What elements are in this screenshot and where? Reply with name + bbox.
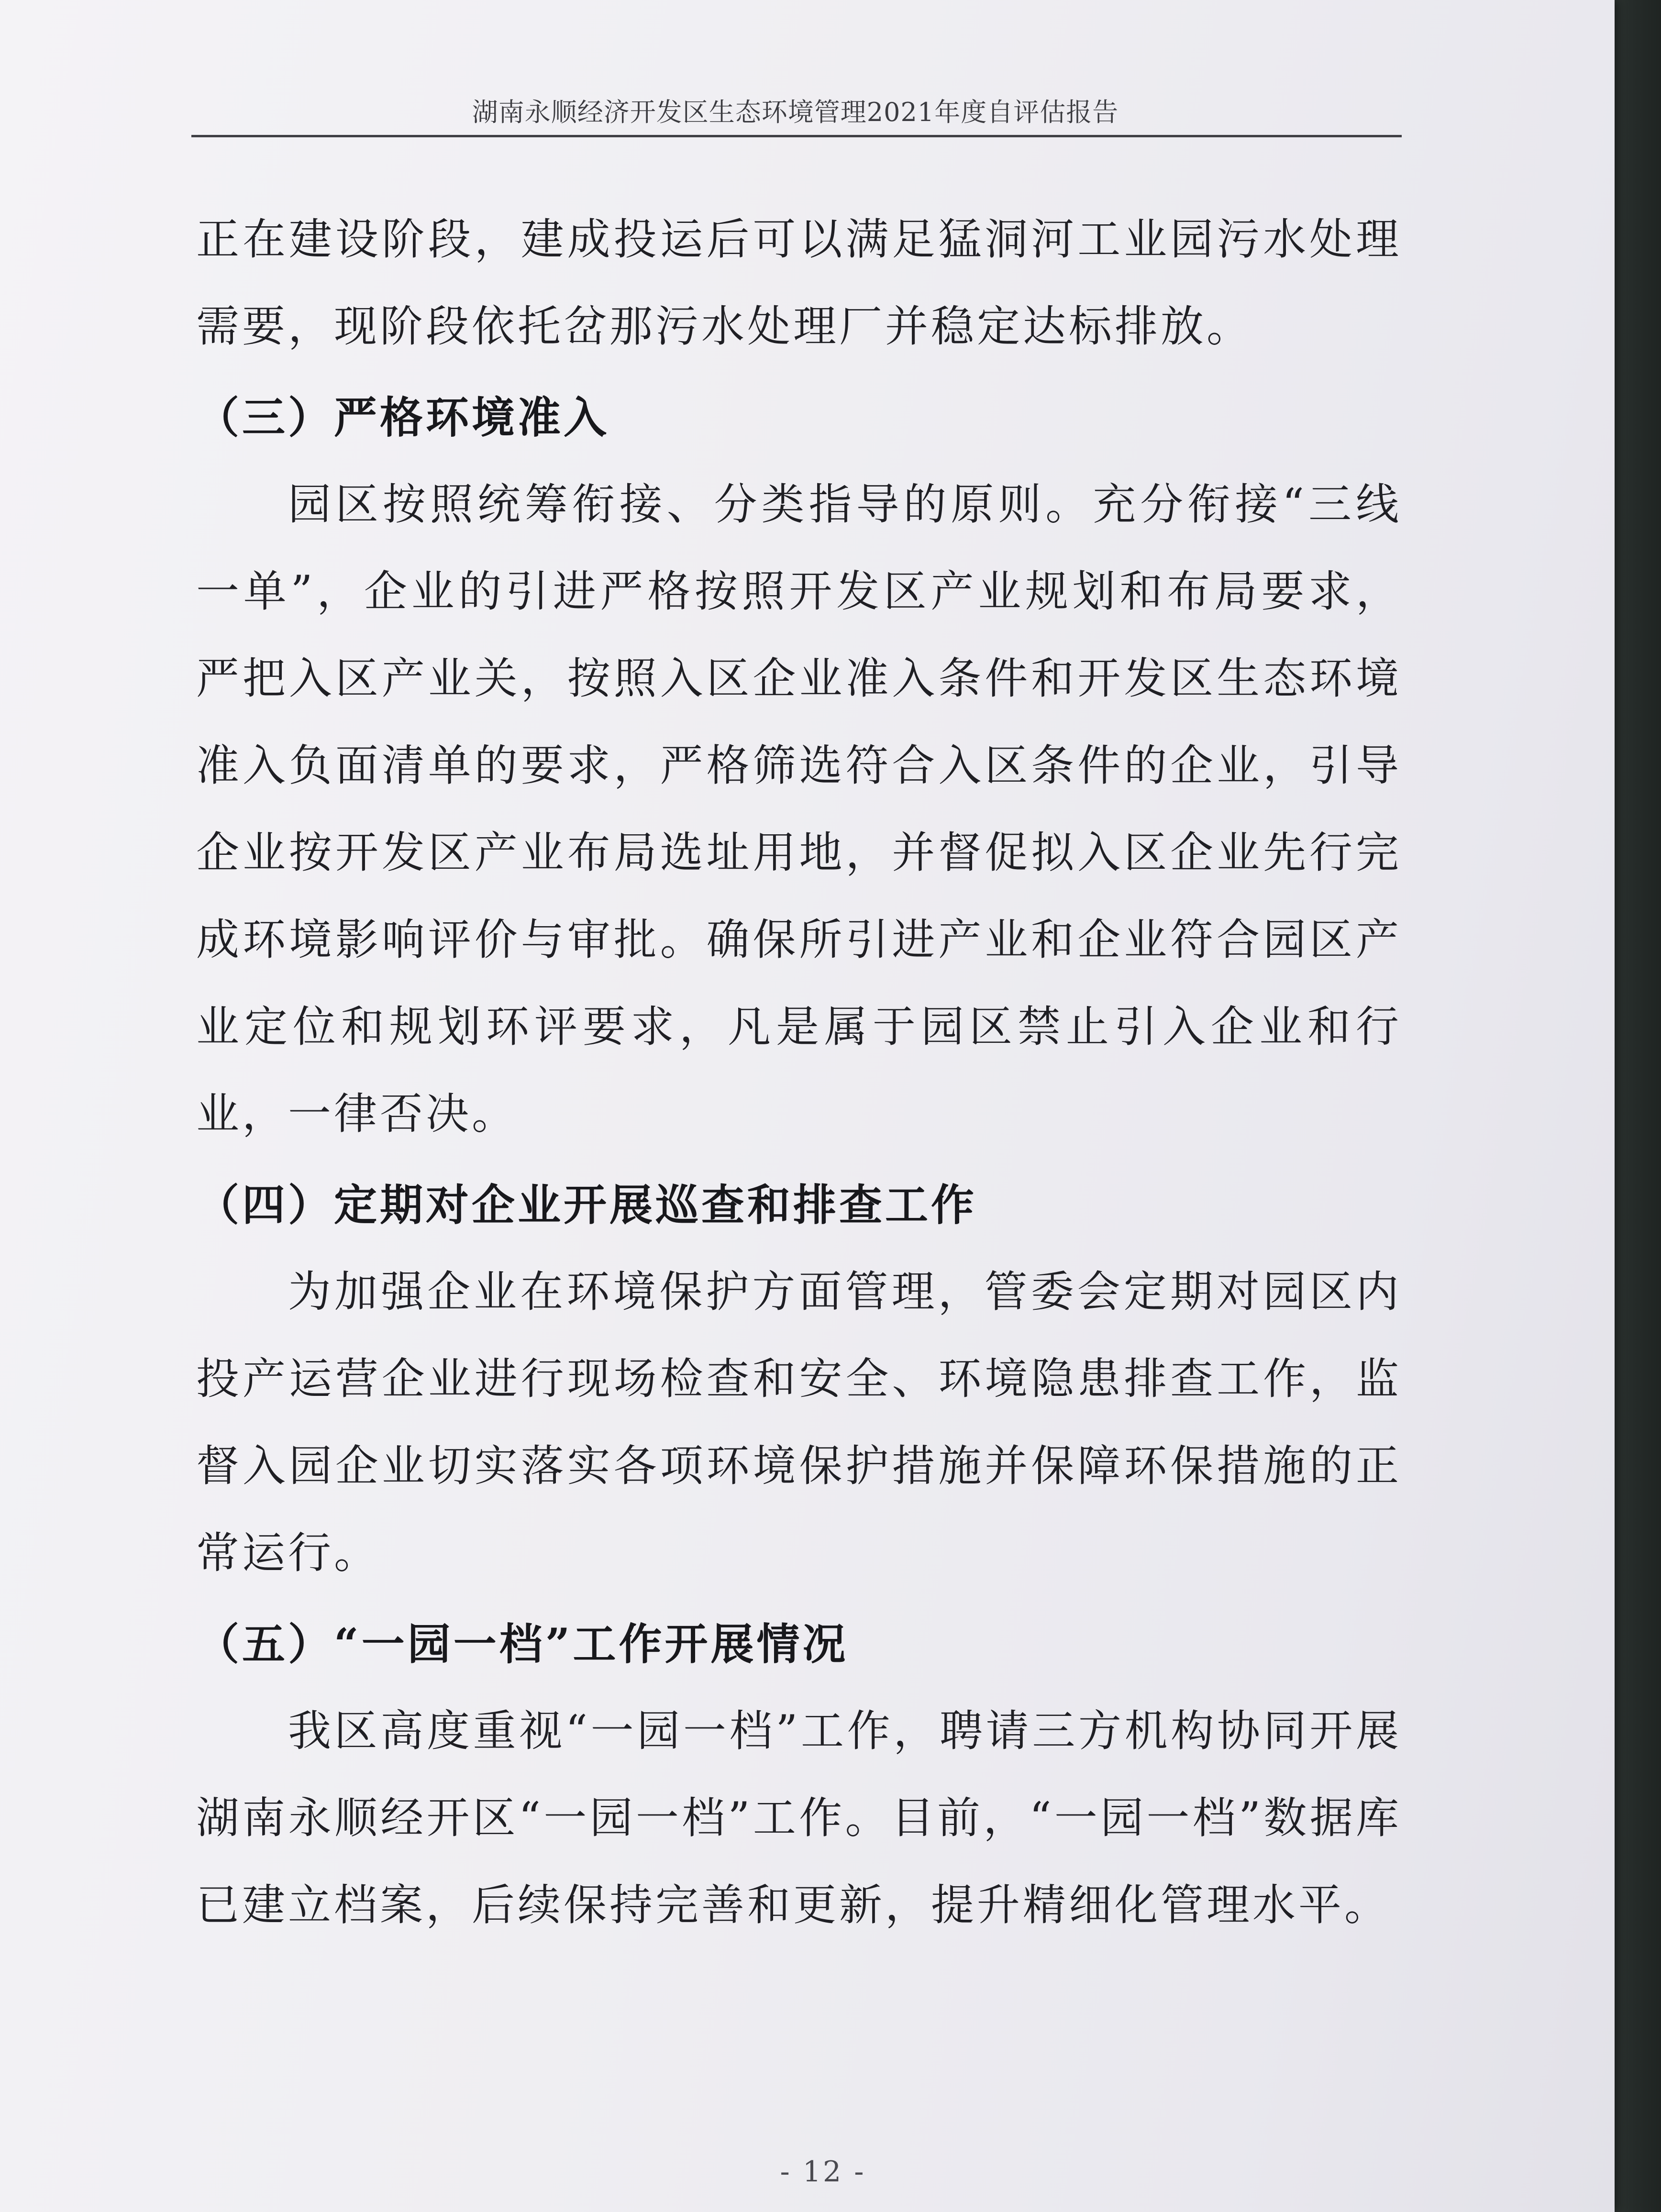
section-heading-5: （五）“一园一档”工作开展情况: [196, 1619, 849, 1670]
body-text: [196, 196, 1402, 1949]
paragraph-environment-access: 园区按照统筹衔接、分类指导的原则。充分衔接“三线一单”，企业的引进严格按照开发区产业规划和布局要求，严把入区产业关，按照入区企业准入条件和开发区生态环境准入负面清单的要求，严格筛选符合入区条件的企业，引导企业按开发区产业布局选址用地，并督促拟入区企业先行完成环境影响评价与审批。确保所引进产业和企业符合园区产业定位和规划环评要求，凡是属于园区禁止引入企业和行业，一律否决。: [196, 479, 1402, 1139]
header-rule: [191, 135, 1402, 137]
running-header: 湖南永顺经济开发区生态环境管理2021年度自评估报告: [472, 97, 1119, 127]
paragraph-inspection: 为加强企业在环境保护方面管理，管委会定期对园区内投产运营企业进行现场检查和安全、环境隐患排查工作，监督入园企业切实落实各项环境保护措施并保障环保措施的正常运行。: [196, 1267, 1402, 1578]
section-heading-3: （三）严格环境准入: [196, 392, 609, 443]
paragraph-one-park-one-file: 我区高度重视“一园一档”工作，聘请三方机构协同开展湖南永顺经开区“一园一档”工作。目前，“一园一档”数据库已建立档案，后续保持完善和更新，提升精细化管理水平。: [196, 1706, 1402, 1930]
page-number: - 12 -: [780, 2155, 866, 2189]
section-heading-4: （四）定期对企业开展巡查和排查工作: [196, 1180, 977, 1230]
paragraph-continued: 正在建设阶段，建成投运后可以满足猛洞河工业园污水处理需要，现阶段依托岔那污水处理厂并稳定达标排放。: [196, 214, 1402, 352]
